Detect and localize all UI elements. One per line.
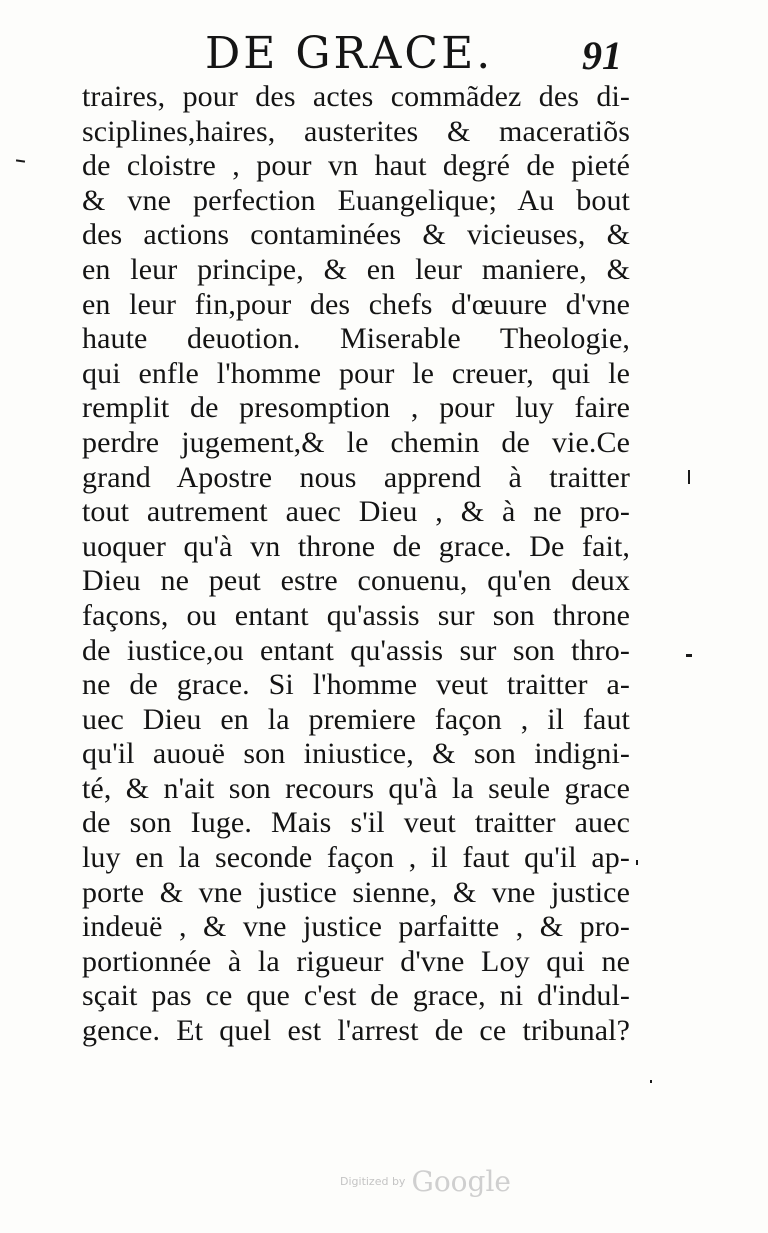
text-line: de son Iuge. Mais s'il veut traitter auec	[82, 806, 630, 840]
google-watermark: Google	[411, 1165, 511, 1198]
text-line: ne de grace. Si l'homme veut traitter a-	[82, 668, 630, 702]
text-line: sciplines,haires, austerites & maceratiõs	[82, 114, 630, 148]
running-title: DE GRACE.	[205, 28, 494, 79]
text-line: haute deuotion. Miserable Theologie,	[82, 322, 630, 356]
text-line: traires, pour des actes commãdez des di-	[82, 80, 630, 113]
text-line: uec Dieu en la premiere façon , il faut	[82, 702, 630, 736]
text-line: en leur principe, & en leur maniere, &	[82, 252, 630, 286]
text-line: grand Apostre nous apprend à traitter	[82, 460, 630, 494]
ink-speck	[688, 470, 690, 484]
text-line: uoquer qu'à vn throne de grace. De fait,	[82, 529, 630, 563]
ink-speck	[686, 654, 692, 657]
running-head	[80, 26, 630, 82]
ink-speck	[636, 860, 638, 865]
text-line: en leur fin,pour des chefs d'œuure d'vne	[82, 287, 630, 321]
text-line: sçait pas ce que c'est de grace, ni d'indul-	[82, 979, 630, 1013]
text-line: remplit de presomption , pour luy faire	[82, 391, 630, 425]
text-line: qui enfle l'homme pour le creuer, qui le	[82, 356, 630, 390]
digitized-watermark	[340, 1165, 510, 1205]
text-line: perdre jugement,& le chemin de vie.Ce	[82, 425, 630, 459]
text-line: de cloistre , pour vn haut degré de pieté	[82, 149, 630, 183]
text-line: luy en la seconde façon , il faut qu'il ap-	[82, 841, 630, 875]
text-line: des actions contaminées & vicieuses, &	[82, 218, 630, 252]
text-line: de iustice,ou entant qu'assis sur son thro-	[82, 633, 630, 667]
text-line: té, & n'ait son recours qu'à la seule grace	[82, 771, 630, 805]
text-line: tout autrement auec Dieu , & à ne pro-	[82, 495, 630, 529]
text-line: & vne perfection Euangelique; Au bout	[82, 183, 630, 217]
text-line: qu'il auouë son iniustice, & son indigni-	[82, 737, 630, 771]
ink-speck	[16, 159, 25, 162]
ink-speck	[650, 1080, 652, 1083]
text-line: Dieu ne peut estre conuenu, qu'en deux	[82, 564, 630, 598]
digitized-label: Digitized by	[340, 1175, 406, 1188]
text-line: indeuë , & vne justice parfaitte , & pro-	[82, 910, 630, 944]
text-line: portionnée à la rigueur d'vne Loy qui ne	[82, 944, 630, 978]
text-line: gence. Et quel est l'arrest de ce tribunal?	[82, 1014, 630, 1048]
text-line: façons, ou entant qu'assis sur son throne	[82, 598, 630, 632]
text-line: porte & vne justice sienne, & vne justice	[82, 875, 630, 909]
page-number: 91	[582, 33, 622, 78]
body-text	[82, 80, 630, 1049]
